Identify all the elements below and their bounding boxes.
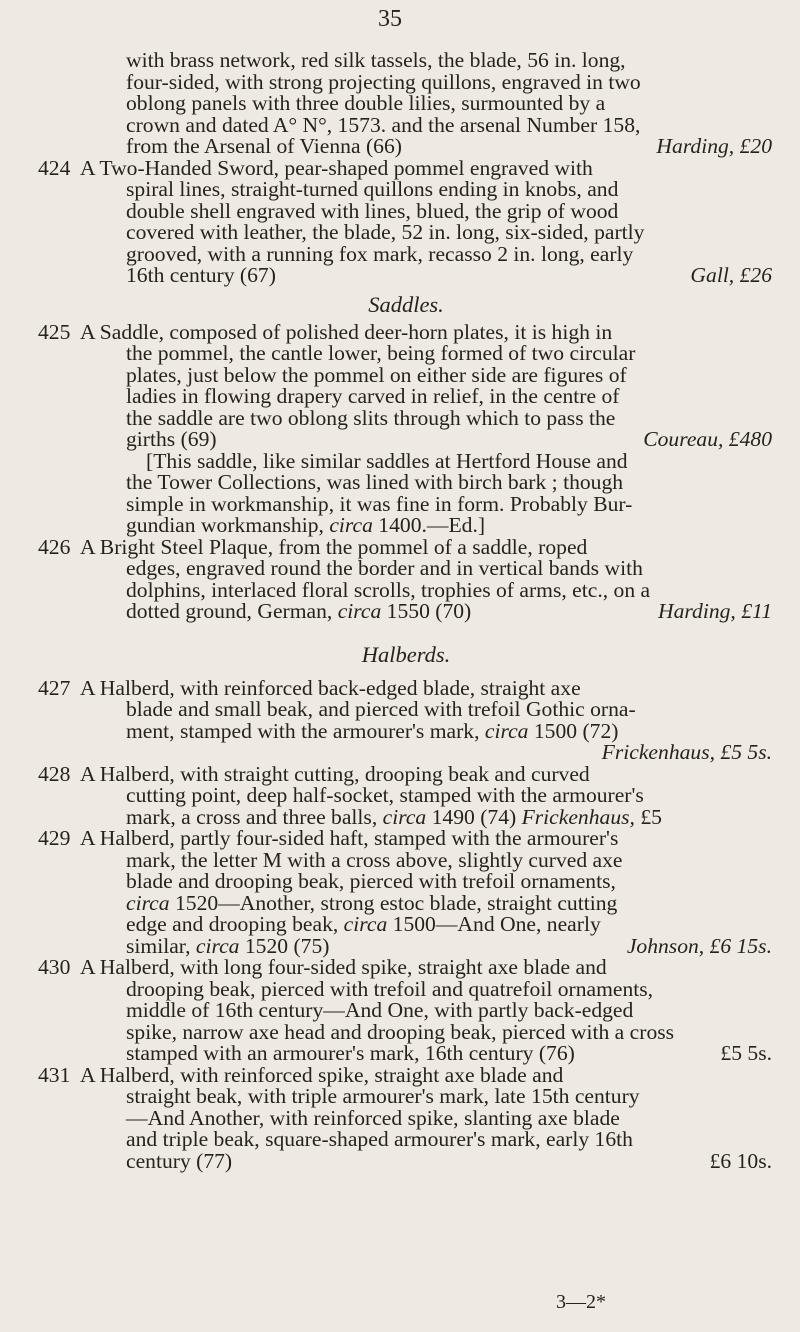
text-line [34,429,778,451]
text-line [34,828,778,850]
page-number: 35 [378,6,402,32]
text-fragment: A Saddle, composed of polished deer-horn plates, it is high in [80,319,613,344]
text-fragment: A Two-Handed Sword, pear-shaped pommel engraved with [80,155,593,180]
price: £5 [634,804,662,829]
text-line [34,804,778,829]
text-line: plates, just below the pommel on either side are figures of [126,362,627,387]
lot-number: 427 [38,675,71,700]
buyer-price: Frickenhaus, £5 5s. [601,740,772,764]
signature-mark: 3—2* [556,1291,606,1313]
lot-431 [34,1062,778,1173]
text-line: cutting point, deep half-socket, stamped with the armourer's [126,783,644,807]
page-content [34,50,778,1172]
text-line: crown and dated A° N°, 1573. and the arsenal Number 158, [126,112,641,137]
text-line [34,1148,778,1173]
text-line: blade and small beak, and pierced with trefoil Gothic orna- [126,697,636,721]
text-line: middle of 16th century—And One, with partly back-edged [126,998,634,1022]
text-line: mark, the letter M with a cross above, slightly curved axe [126,847,623,872]
text-fragment: stamped with an armourer's mark, 16th century (76) [126,1041,575,1065]
text-fragment: A Halberd, with long four-sided spike, straight axe blade and [80,955,607,979]
text-fragment: 1500—And One, nearly [387,912,601,936]
text-line: ladies in flowing drapery carved in relief, in the centre of [126,384,620,408]
text-line [34,265,778,287]
text-fragment: century (77) [126,1148,233,1173]
text-line [34,742,778,764]
circa-italic: circa [195,933,240,958]
text-fragment: similar, [126,933,196,958]
editor-note-line: simple in workmanship, it was fine in form. Probably Bur- [126,491,633,516]
lot-427 [34,675,778,764]
lot-number: 428 [38,761,71,786]
text-fragment: 1400.—Ed.] [372,513,486,537]
text-line: spiral lines, straight-turned quillons ending in knobs, and [126,177,619,201]
text-line: double shell engraved with lines, blued, the grip of wood [126,198,619,223]
text-fragment: 1550 (70) [381,599,472,623]
text-line: edges, engraved round the border and in vertical bands with [126,556,643,580]
text-line: spike, narrow axe head and drooping beak, pierced with a cross [126,1019,675,1044]
lot-428 [34,761,778,829]
text-line: the pommel, the cantle lower, being formed of two circular [126,341,636,365]
text-fragment: ment, stamped with the armourer's mark, [126,718,485,743]
price: £6 10s. [709,1148,772,1173]
section-heading-halberds: Halberds. [361,641,451,667]
circa-italic: circa [343,912,388,936]
text-fragment: 1520 (75) [239,933,330,958]
text-fragment: from the Arsenal of Vienna (66) [126,134,402,158]
text-line [34,675,778,700]
text-fragment: 1520—Another, strong estoc blade, straight cutting [169,890,618,915]
text-line [34,136,778,158]
text-line [34,957,778,979]
text-line [34,601,778,623]
lot-429 [34,828,778,957]
text-fragment: gundian workmanship, [126,513,330,537]
editor-note-line: [This saddle, like similar saddles at Hertford House and [146,448,628,473]
text-line: dolphins, interlaced floral scrolls, trophies of arms, etc., on a [126,577,651,602]
text-line [34,1043,778,1065]
lot-number: 431 [38,1062,71,1087]
text-line: the saddle are two oblong slits through which to pass the [126,405,616,430]
lot-424 [34,155,778,287]
text-line: with brass network, red silk tassels, the blade, 56 in. long, [126,48,626,72]
circa-italic: circa [382,804,427,829]
text-fragment: 1500 (72) [528,718,619,743]
text-fragment: A Halberd, with straight cutting, drooping beak and curved [80,761,590,786]
text-fragment: A Halberd, partly four-sided haft, stamped with the armourer's [80,826,619,850]
circa-italic: circa [484,718,529,743]
text-line [34,319,778,344]
price: £5 5s. [720,1041,772,1065]
text-line [34,1062,778,1087]
text-fragment: edge and drooping beak, [126,912,344,936]
text-fragment: 1490 (74) [426,804,522,829]
text-fragment: A Bright Steel Plaque, from the pommel of a saddle, roped [80,534,588,559]
text-line: —And Another, with reinforced spike, slanting axe blade [126,1105,620,1130]
buyer-name: Frickenhaus, [521,804,635,829]
buyer-price: Harding, £20 [656,134,772,158]
buyer-price: Gall, £26 [690,263,772,287]
lot-426 [34,534,778,623]
text-line [34,534,778,559]
lot-number: 429 [38,826,71,850]
lot-425 [34,319,778,537]
buyer-price: Harding, £11 [658,599,772,623]
text-line: and triple beak, square-shaped armourer's mark, early 16th [126,1127,633,1151]
text-line [34,933,778,958]
text-line: four-sided, with strong projecting quillons, engraved in two [126,69,641,94]
circa-italic: circa [337,599,382,623]
text-line [34,155,778,180]
spacer [34,623,778,637]
buyer-price: Johnson, £6 15s. [626,933,772,958]
text-line: covered with leather, the blade, 52 in. long, six-sided, partly [126,220,645,244]
buyer-price: Coureau, £480 [643,427,772,451]
text-line: blade and drooping beak, pierced with trefoil ornaments, [126,869,616,893]
text-line [34,914,778,936]
editor-note-line: the Tower Collections, was lined with birch bark ; though [126,470,624,494]
lot-430 [34,957,778,1065]
lot-number: 426 [38,534,71,559]
text-line: drooping beak, pierced with trefoil and quatrefoil ornaments, [126,976,654,1001]
lot-continuation [34,50,778,158]
text-fragment: A Halberd, with reinforced spike, straight axe blade and [80,1062,564,1087]
text-line: oblong panels with three double lilies, surmounted by a [126,91,606,115]
text-fragment: 16th century (67) [126,263,276,287]
text-fragment: A Halberd, with reinforced back-edged blade, straight axe [80,675,581,700]
section-heading-saddles: Saddles. [368,291,444,317]
text-fragment: girths (69) [126,427,217,451]
lot-number: 424 [38,155,71,180]
text-fragment: mark, a cross and three balls, [126,804,383,829]
circa-italic: circa [126,890,170,915]
text-line [34,890,778,915]
text-line [34,761,778,786]
text-line: straight beak, with triple armourer's mark, late 15th century [126,1084,640,1108]
text-fragment: dotted ground, German, [126,599,338,623]
circa-italic: circa [329,513,373,537]
text-line: grooved, with a running fox mark, recasso 2 in. long, early [126,241,634,266]
lot-number: 425 [38,319,71,344]
lot-number: 430 [38,955,71,979]
editor-note-line [34,515,778,537]
text-line [34,718,778,743]
